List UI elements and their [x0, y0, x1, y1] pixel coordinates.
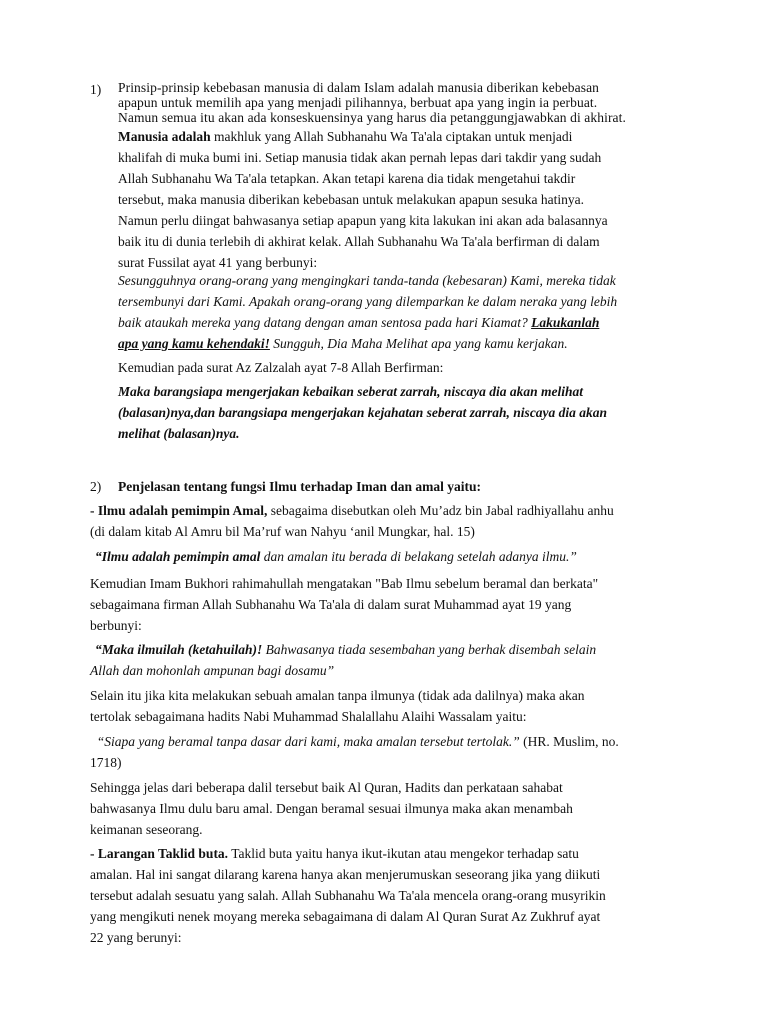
text-line: Kemudian Imam Bukhori rahimahullah mengatakan "Bab Ilmu sebelum beramal dan berkata" — [90, 576, 599, 591]
text-line: bahwasanya Ilmu dulu baru amal. Dengan beramal sesuai ilmunya maka akan menambah — [90, 801, 573, 816]
text-run: sebagaima disebutkan oleh Mu’adz bin Jabal radhiyallahu anhu — [267, 503, 614, 518]
bold-italic-run: “Maka ilmuilah (ketahuilah)! — [95, 642, 263, 657]
bold-term: Manusia adalah — [118, 129, 211, 144]
bukhori-paragraph — [90, 573, 690, 636]
italic-run: dan amalan itu berada di belakang setelah adanya ilmu.” — [260, 549, 577, 564]
text-line: baik itu di dunia terlebih di akhirat kelak. Allah Subhanahu Wa Ta'ala berfirman di dalam — [118, 234, 600, 249]
section-heading: Penjelasan tentang fungsi Ilmu terhadap Iman dan amal yaitu: — [118, 479, 482, 494]
text-line — [95, 639, 695, 660]
list-number-1: 1) — [90, 82, 102, 97]
text-line: Sesungguhnya orang-orang yang mengingkari tanda-tanda (kebesaran) Kami, mereka tidak — [118, 273, 616, 288]
text-line: sebagaimana firman Allah Subhanahu Wa Ta'ala di dalam surat Muhammad ayat 19 yang — [90, 597, 572, 612]
text-run: (HR. Muslim, no. — [519, 734, 619, 749]
text-line — [118, 333, 678, 354]
quote-ilmu — [95, 546, 695, 567]
text-line: surat Fussilat ayat 41 yang berbunyi: — [118, 255, 318, 270]
text-line — [118, 312, 678, 333]
text-line: 1718) — [90, 755, 122, 770]
text-line — [90, 731, 690, 752]
emphasis-underlined: apa yang kamu kehendaki! — [118, 336, 270, 351]
text-line: khalifah di muka bumi ini. Setiap manusia tidak akan pernah lepas dari takdir yang sudah — [118, 150, 602, 165]
text-line: tersembunyi dari Kami. Apakah orang-orang yang dilemparkan ke dalam neraka yang lebih — [118, 294, 618, 309]
text-line: tertolak sebagaimana hadits Nabi Muhammad Shalallahu Alaihi Wassalam yaitu: — [90, 709, 527, 724]
italic-run: “Siapa yang beramal tanpa dasar dari kami, maka amalan tersebut tertolak.” — [96, 734, 520, 749]
text-line: Prinsip-prinsip kebebasan manusia di dalam Islam adalah manusia diberikan kebebasan — [118, 80, 600, 95]
bold-term: - Larangan Taklid buta. — [90, 846, 229, 861]
text-line: apapun untuk memilih apa yang menjadi pilihannya, berbuat apa yang ingin ia perbuat. — [118, 95, 598, 110]
text-line: melihat (balasan)nya. — [118, 426, 240, 441]
intro-paragraph — [118, 80, 678, 125]
text-run: Taklid buta yaitu hanya ikut-ikutan atau mengekor terhadap satu — [228, 846, 579, 861]
text-line: (di dalam kitab Al Amru bil Ma’ruf wan Nahyu ‘anil Mungkar, hal. 15) — [90, 524, 475, 539]
text-line — [90, 500, 690, 521]
text-line: Sehingga jelas dari beberapa dalil tersebut baik Al Quran, Hadits dan perkataan sahabat — [90, 780, 563, 795]
text-line: (balasan)nya,dan barangsiapa mengerjakan kejahatan seberat zarrah, niscaya dia akan — [118, 405, 608, 420]
sehingga-paragraph — [90, 777, 690, 840]
text-line — [90, 843, 690, 864]
text-line — [118, 126, 678, 147]
quote-muhammad — [90, 639, 695, 681]
text-line: Allah Subhanahu Wa Ta'ala tetapkan. Akan tetapi karena dia tidak mengetahui takdir — [118, 171, 576, 186]
bold-italic-run: “Ilmu adalah pemimpin amal — [95, 549, 261, 564]
emphasis-underlined: Lakukanlah — [531, 315, 600, 330]
taklid-paragraph — [90, 843, 690, 948]
quote-hadith — [90, 731, 690, 773]
text-run: baik ataukah mereka yang datang dengan aman sentosa pada hari Kiamat? — [118, 315, 532, 330]
text-line: Namun perlu diingat bahwasanya setiap apapun yang kita lakukan ini akan ada balasannya — [118, 213, 608, 228]
text-line — [95, 546, 695, 567]
quote-zalzalah — [118, 381, 678, 444]
italic-run: Bahwasanya tiada sesembahan yang berhak disembah selain — [262, 642, 597, 657]
text-line: Namun semua itu akan ada konseskuensinya yang harus dia petanggungjawabkan di akhirat. — [118, 110, 626, 125]
zalzalah-intro: Kemudian pada surat Az Zalzalah ayat 7-8 Allah Berfirman: — [118, 360, 444, 375]
text-line: 22 yang berunyi: — [90, 930, 182, 945]
selain-paragraph — [90, 685, 690, 727]
text-line: berbunyi: — [90, 618, 142, 633]
list-number-2: 2) — [90, 479, 102, 494]
text-line: Maka barangsiapa mengerjakan kebaikan seberat zarrah, niscaya dia akan melihat — [118, 384, 584, 399]
bold-term: - Ilmu adalah pemimpin Amal, — [90, 503, 268, 518]
text-line: yang mengikuti nenek moyang mereka sebagaimana di dalam Al Quran Surat Az Zukhruf ayat — [90, 909, 601, 924]
text-line: Selain itu jika kita melakukan sebuah amalan tanpa ilmunya (tidak ada dalilnya) maka akan — [90, 688, 585, 703]
text-line: tersebut adalah sesuatu yang salah. Allah Subhanahu Wa Ta'ala mencela orang-orang musyrikin — [90, 888, 606, 903]
text-line: amalan. Hal ini sangat dilarang karena hanya akan menjerumuskan seseorang jika yang diikuti — [90, 867, 601, 882]
ilmu-pemimpin-paragraph — [90, 500, 690, 542]
text-run: Sungguh, Dia Maha Melihat apa yang kamu kerjakan. — [269, 336, 568, 351]
text-line: keimanan seseorang. — [90, 822, 203, 837]
text-run: makhluk yang Allah Subhanahu Wa Ta'ala ciptakan untuk menjadi — [210, 129, 573, 144]
manusia-paragraph — [118, 126, 678, 273]
text-line: tersebut, maka manusia diberikan kebebasan untuk melakukan apapun sesuka hatinya. — [118, 192, 584, 207]
quote-fussilat — [118, 270, 678, 354]
text-line: Allah dan mohonlah ampunan bagi dosamu” — [90, 663, 335, 678]
